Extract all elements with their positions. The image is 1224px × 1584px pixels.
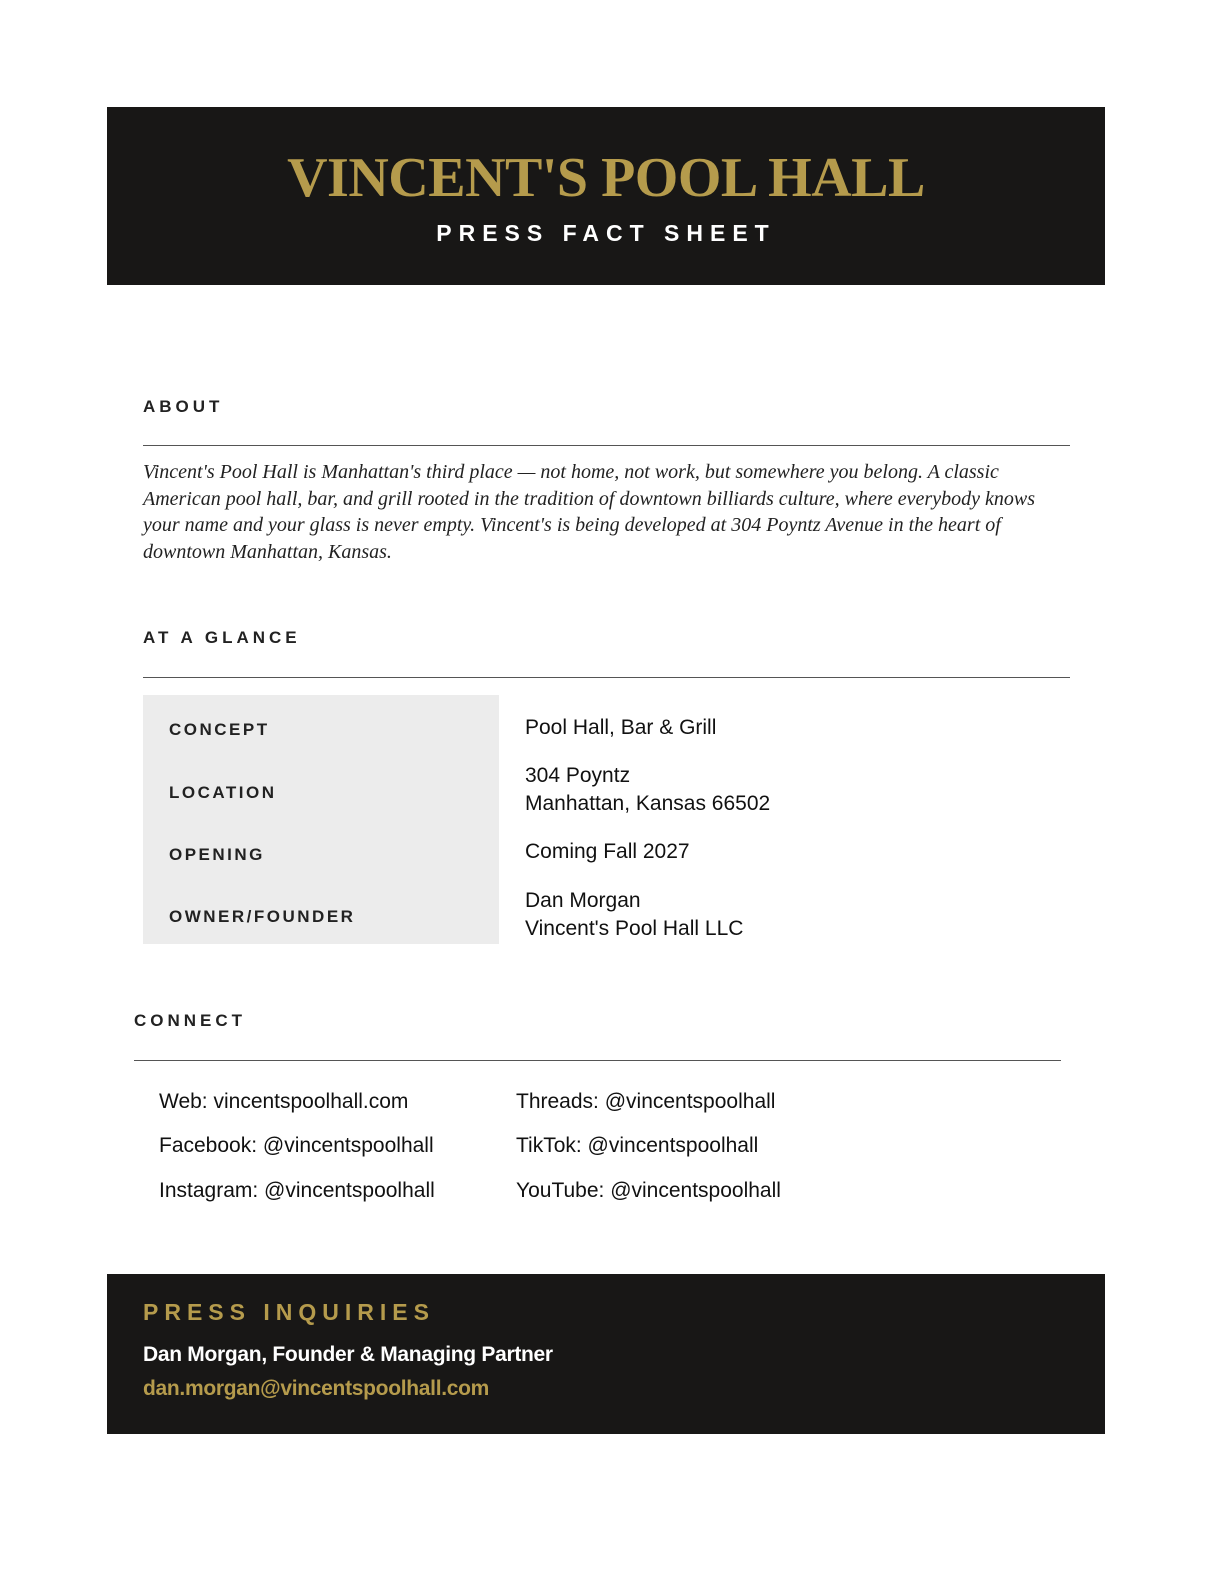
connect-divider [134,1060,1061,1061]
glance-value-concept: Pool Hall, Bar & Grill [525,716,717,739]
glance-heading: AT A GLANCE [143,628,301,647]
glance-label-column [143,695,499,944]
glance-value-owner-line2: Vincent's Pool Hall LLC [525,917,744,940]
press-contact-name: Dan Morgan, Founder & Managing Partner [143,1343,553,1366]
glance-label-concept: CONCEPT [169,720,270,739]
press-contact-email[interactable]: dan.morgan@vincentspoolhall.com [143,1377,490,1400]
glance-label-owner: OWNER/FOUNDER [169,907,356,926]
press-inquiries-heading: PRESS INQUIRIES [143,1299,435,1325]
connect-web: Web: vincentspoolhall.com [159,1090,409,1113]
about-text: Vincent's Pool Hall is Manhattan's third place — not home, not work, but somewhere you belong. A classic American pool hall, bar, and grill rooted in the tradition of downtown billiards culture, where everybody knows your name and your glass is never empty. Vincent's is being developed at 304 Poyntz Avenue in the heart of downtown Manhattan, Kansas. [143,461,1035,563]
glance-value-location-line1: 304 Poyntz [525,764,631,787]
about-heading: ABOUT [143,397,224,416]
glance-value-opening: Coming Fall 2027 [525,840,690,863]
glance-divider [143,677,1070,678]
connect-youtube: YouTube: @vincentspoolhall [516,1179,781,1202]
connect-facebook: Facebook: @vincentspoolhall [159,1134,434,1157]
glance-label-opening: OPENING [169,845,265,864]
glance-value-location-line2: Manhattan, Kansas 66502 [525,792,771,815]
connect-instagram: Instagram: @vincentspoolhall [159,1179,435,1202]
connect-threads: Threads: @vincentspoolhall [516,1090,776,1113]
header-banner [107,107,1105,285]
page-title: VINCENT'S POOL HALL [287,147,925,209]
page-subtitle: PRESS FACT SHEET [436,220,776,246]
about-divider [143,445,1070,446]
connect-tiktok: TikTok: @vincentspoolhall [516,1134,759,1157]
glance-value-owner-line1: Dan Morgan [525,889,641,912]
glance-label-location: LOCATION [169,783,277,802]
press-inquiries-banner [107,1274,1105,1434]
connect-heading: CONNECT [134,1011,247,1030]
